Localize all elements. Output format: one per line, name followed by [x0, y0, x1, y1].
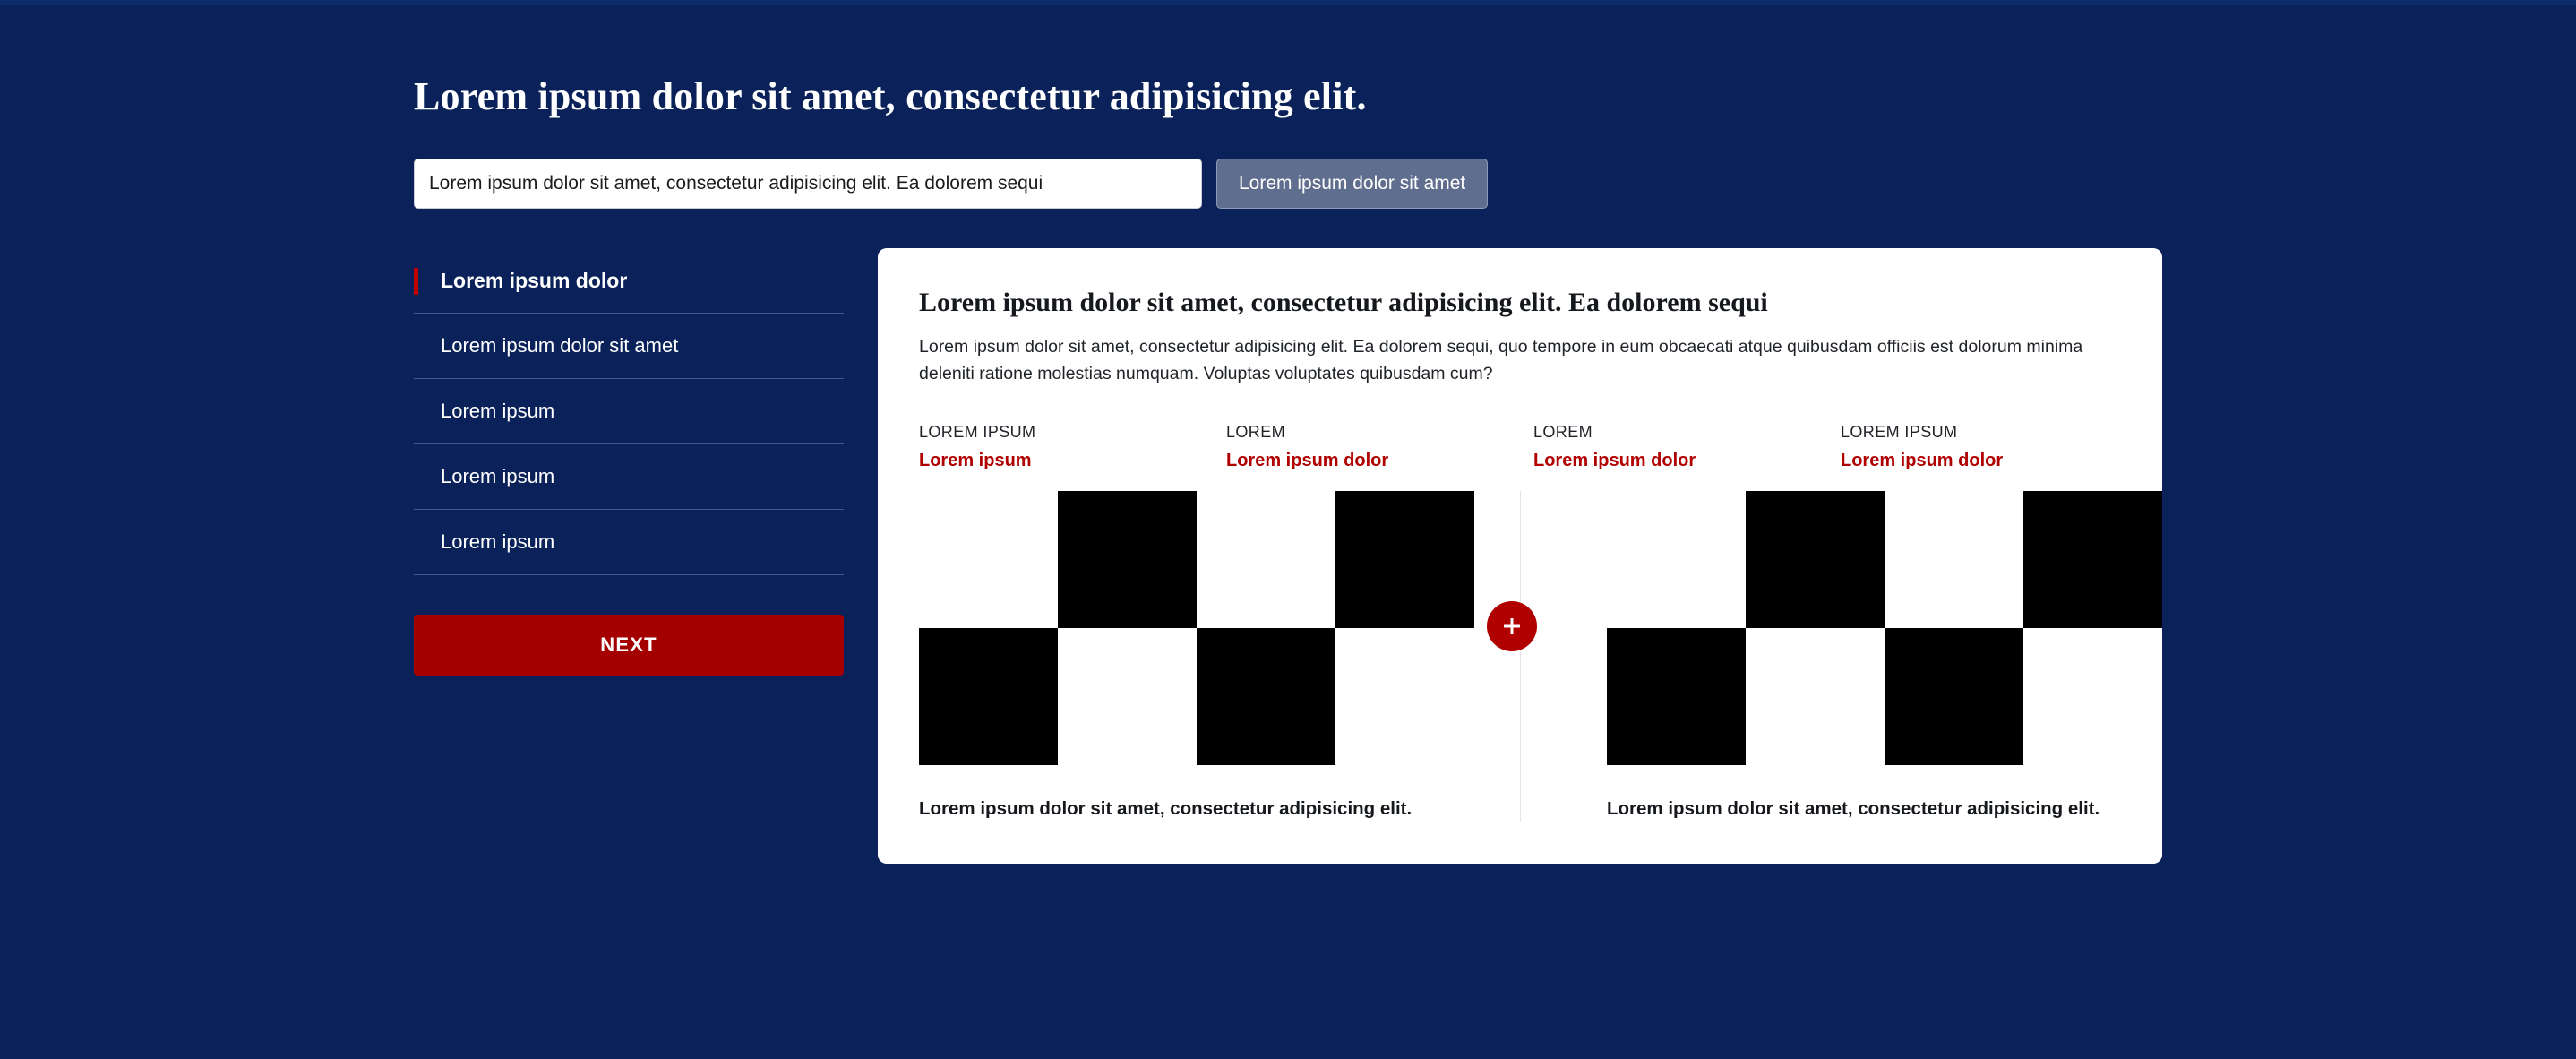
checker-cell: [919, 628, 1058, 765]
next-button[interactable]: NEXT: [414, 615, 844, 676]
meta-value: Lorem ipsum dolor: [1533, 451, 1696, 471]
card-description: Lorem ipsum dolor sit amet, consectetur adipisicing elit. Ea dolorem sequi, quo tempore in eum obcaecati atque quibusdam officiis est dolorum minima deleniti ratione molestias numquam. Voluptas voluptates quibusdam cum?: [919, 337, 2083, 383]
meta-item-2: [1226, 423, 1533, 471]
comparison-right-caption: Lorem ipsum dolor sit amet, consectetur adipisicing elit.: [1607, 798, 2100, 820]
comparison-left-caption: Lorem ipsum dolor sit amet, consectetur adipisicing elit.: [919, 798, 1413, 820]
detail-card: [878, 248, 2162, 864]
page-title: Lorem ipsum dolor sit amet, consectetur adipisicing elit.: [414, 74, 1367, 118]
checker-cell: [1885, 628, 2023, 765]
meta-value: Lorem ipsum dolor: [1226, 451, 1389, 471]
checkerboard-pattern: [919, 491, 1474, 765]
checker-cell: [919, 491, 1058, 628]
comparison-right: [1520, 491, 2162, 822]
search-bar: [414, 159, 2205, 209]
sidebar-item-label: Lorem ipsum: [441, 530, 555, 553]
meta-label: LOREM: [1226, 423, 1286, 442]
checker-cell: [1746, 491, 1885, 628]
search-input[interactable]: [414, 159, 1202, 209]
sidebar-item-2[interactable]: [414, 314, 844, 379]
checker-cell: [1335, 628, 1474, 765]
meta-item-4: [1841, 423, 2148, 471]
meta-label: LOREM IPSUM: [1841, 423, 1958, 442]
meta-value: Lorem ipsum dolor: [1841, 451, 2004, 471]
sidebar: [414, 248, 844, 676]
checker-cell: [1197, 491, 1335, 628]
checker-cell: [1746, 628, 1885, 765]
plus-icon[interactable]: [1487, 601, 1537, 651]
page-content: [414, 0, 2205, 864]
comparison-left: [919, 491, 1520, 822]
comparison-row: [919, 491, 2121, 822]
checker-cell: [2023, 628, 2162, 765]
checker-cell: [1607, 491, 1746, 628]
meta-label: LOREM: [1533, 423, 1593, 442]
main-body: [414, 248, 2205, 864]
checker-cell: [1607, 628, 1746, 765]
sidebar-item-label: Lorem ipsum dolor sit amet: [441, 334, 679, 357]
meta-row: [919, 423, 2121, 471]
sidebar-item-5[interactable]: [414, 510, 844, 575]
checker-cell: [2023, 491, 2162, 628]
checker-cell: [1197, 628, 1335, 765]
sidebar-item-1[interactable]: [414, 248, 844, 314]
meta-label: LOREM IPSUM: [919, 423, 1036, 442]
search-submit-button[interactable]: Lorem ipsum dolor sit amet: [1216, 159, 1488, 209]
sidebar-item-3[interactable]: [414, 379, 844, 444]
meta-item-3: [1533, 423, 1841, 471]
checker-cell: [1058, 628, 1197, 765]
checker-cell: [1885, 491, 2023, 628]
sidebar-item-label: Lorem ipsum: [441, 465, 555, 487]
sidebar-item-label: Lorem ipsum dolor: [441, 268, 628, 292]
card-title: Lorem ipsum dolor sit amet, consectetur adipisicing elit. Ea dolorem sequi: [919, 288, 1768, 317]
meta-item-1: [919, 423, 1226, 471]
checker-cell: [1058, 491, 1197, 628]
sidebar-item-4[interactable]: [414, 444, 844, 510]
checker-cell: [1335, 491, 1474, 628]
meta-value: Lorem ipsum: [919, 451, 1032, 471]
sidebar-item-label: Lorem ipsum: [441, 400, 555, 422]
checkerboard-pattern: [1607, 491, 2162, 765]
